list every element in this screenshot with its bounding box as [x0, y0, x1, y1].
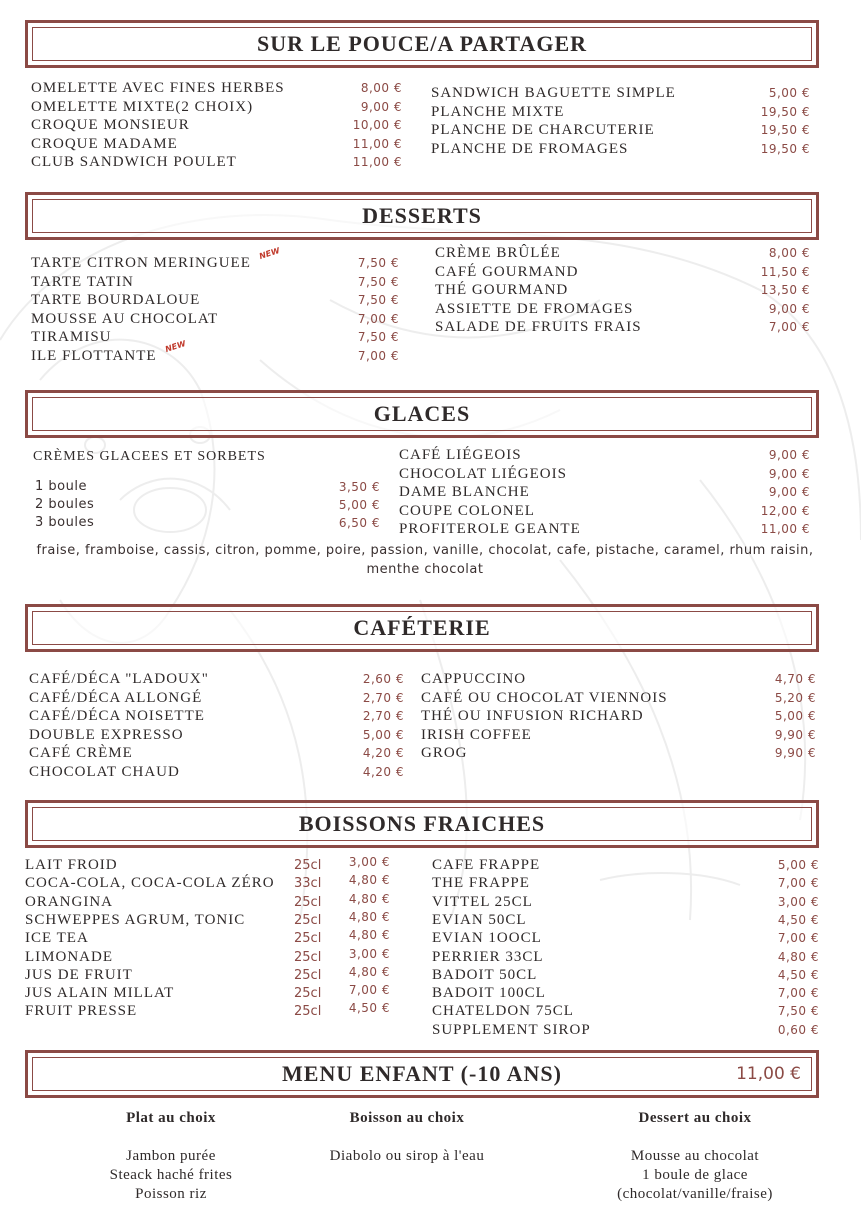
menu-item-price: 19,50 €: [760, 123, 810, 137]
menu-item-price: 7,50 €: [357, 274, 399, 289]
enfant-line: Mousse au chocolat: [630, 1148, 760, 1164]
menu-item-price: 9,90 €: [774, 727, 816, 742]
menu-item-name: CAFÉ GOURMAND: [435, 263, 579, 280]
section-title: GLACES: [373, 401, 471, 426]
menu-item-price: 2,70 €: [362, 690, 404, 705]
flavors-line: menthe chocolat: [366, 562, 484, 577]
enfant-line: (chocolat/vanille/fraise): [617, 1186, 773, 1202]
menu-item-name: SUPPLEMENT SIROP: [432, 1021, 591, 1038]
menu-item-price: 19,50 €: [760, 141, 810, 156]
menu-item-name: CROQUE MONSIEUR: [31, 117, 190, 133]
menu-item-name: ORANGINA: [25, 893, 113, 910]
menu-item-name: IRISH COFFEE: [421, 726, 532, 743]
menu-item-price: 5,00 €: [777, 858, 819, 872]
section-header-enfant: [25, 1050, 819, 1098]
menu-item-price: 11,00 €: [352, 136, 402, 151]
enfant-col-body: [565, 1147, 825, 1204]
enfant-col-heading: Dessert au choix: [638, 1110, 752, 1126]
menu-item-name: SCHWEPPES AGRUM, TONIC: [25, 911, 246, 928]
section-header-pouce: [25, 20, 819, 68]
menu-item-name: BADOIT 50CL: [432, 966, 538, 983]
enfant-line: Steack haché frites: [109, 1167, 233, 1183]
menu-item-price: 2,60 €: [362, 672, 404, 686]
menu-item-price: 5,20 €: [774, 690, 816, 705]
menu-item-price: 0,60 €: [777, 1022, 819, 1037]
menu-item-price: 7,00 €: [357, 348, 399, 363]
menu-item-price: 5,00 €: [362, 727, 404, 742]
menu-item-name: PLANCHE DE FROMAGES: [431, 140, 629, 157]
menu-item-price: 4,50 €: [777, 967, 819, 982]
menu-item-price: 13,50 €: [760, 283, 810, 297]
menu-item-name: ICE TEA: [25, 930, 89, 947]
menu-item-name: CLUB SANDWICH POULET: [31, 154, 237, 170]
menu-item-price: 5,00 €: [338, 498, 380, 512]
section-header-desserts: [25, 192, 819, 240]
menu-item-name: FRUIT PRESSE: [25, 1003, 138, 1020]
menu-item-name: EVIAN 1OOCL: [432, 930, 542, 947]
menu-item-size: 25cl: [294, 894, 322, 910]
menu-item-name: 3 boules: [35, 515, 95, 530]
menu-item-name: CROQUE MADAME: [31, 135, 178, 152]
menu-item-price: 4,20 €: [362, 746, 404, 760]
enfant-col-body: [277, 1147, 537, 1166]
menu-item-name: JUS ALAIN MILLAT: [25, 985, 175, 1002]
menu-item-price: 4,80 €: [348, 873, 390, 888]
menu-item-name: MOUSSE AU CHOCOLAT: [31, 310, 219, 327]
menu-item-name: SANDWICH BAGUETTE SIMPLE: [431, 85, 676, 101]
section-title: DESSERTS: [362, 203, 482, 228]
menu-item-name: TARTE BOURDALOUE: [31, 292, 201, 308]
menu-item-name: CHOCOLAT CHAUD: [29, 763, 180, 780]
menu-item-price: 4,50 €: [348, 1001, 390, 1016]
section-title: SUR LE POUCE/A PARTAGER: [256, 31, 588, 56]
menu-item-price: 6,50 €: [338, 516, 380, 530]
menu-item-name: TARTE TATIN: [31, 273, 134, 290]
menu-item-name: CAFÉ LIÉGEOIS: [399, 447, 522, 463]
menu-item-name: SALADE DE FRUITS FRAIS: [435, 319, 642, 335]
menu-item-price: 5,00 €: [774, 709, 816, 723]
flavors-text: [25, 541, 825, 579]
glaces-subtitle: CRÈMES GLACEES ET SORBETS: [33, 449, 266, 464]
menu-item-price: 11,50 €: [760, 264, 810, 279]
enfant-line: Poisson riz: [135, 1186, 207, 1202]
menu-item-price: 4,80 €: [348, 928, 390, 943]
menu-item-price: 9,00 €: [768, 466, 810, 481]
menu-item-price: 3,00 €: [348, 855, 390, 869]
menu-item-price: 11,00 €: [352, 155, 402, 169]
menu-item-name: CAPPUCCINO: [421, 671, 527, 687]
menu-item-price: 4,70 €: [774, 672, 816, 686]
menu-item-price: 11,00 €: [760, 522, 810, 536]
menu-item-name: JUS DE FRUIT: [25, 966, 133, 983]
menu-item-price: 3,00 €: [348, 946, 390, 961]
menu-item-name: CAFÉ/DÉCA "LADOUX": [29, 671, 209, 687]
menu-item-name: OMELETTE AVEC FINES HERBES: [31, 80, 285, 96]
menu-item-price: 7,00 €: [777, 986, 819, 1001]
menu-item-price: 9,00 €: [768, 448, 810, 462]
menu-item-size: 25cl: [294, 1004, 322, 1020]
menu-item-name: CHOCOLAT LIÉGEOIS: [399, 465, 567, 482]
menu-item-price: 7,00 €: [348, 983, 390, 998]
section-title: MENU ENFANT (-10 ANS): [282, 1061, 562, 1086]
menu-item-name: THE FRAPPE: [432, 875, 530, 892]
menu-item-size: 25cl: [294, 931, 322, 947]
menu-item-size: 25cl: [294, 912, 322, 928]
menu-item-price: 9,00 €: [768, 485, 810, 499]
menu-item-price: 4,80 €: [348, 909, 390, 924]
menu-item-size: 33cl: [294, 876, 322, 892]
section-title: CAFÉTERIE: [353, 615, 491, 640]
menu-item-price: 2,70 €: [362, 709, 404, 723]
menu-item-name: CAFE FRAPPE: [432, 857, 541, 873]
menu-item-name: LAIT FROID: [25, 857, 118, 873]
section-header-boissons: [25, 800, 819, 848]
menu-item-price: 19,50 €: [760, 104, 810, 119]
menu-item-name: PLANCHE DE CHARCUTERIE: [431, 122, 655, 138]
menu-item-price: 5,00 €: [768, 86, 810, 100]
menu-item-price: 7,50 €: [357, 330, 399, 344]
menu-item-name: LIMONADE: [25, 948, 113, 965]
menu-item-price: 4,80 €: [348, 964, 390, 979]
menu-item-name: CRÈME BRÛLÉE: [435, 245, 561, 261]
menu-item-name: DAME BLANCHE: [399, 484, 530, 500]
menu-item-name: CAFÉ OU CHOCOLAT VIENNOIS: [421, 689, 668, 706]
menu-item-price: 3,00 €: [777, 894, 819, 909]
menu-item-price: 7,50 €: [357, 256, 399, 270]
menu-item-size: 25cl: [294, 986, 322, 1002]
menu-item-price: 7,50 €: [357, 293, 399, 307]
enfant-col-heading: Plat au choix: [126, 1110, 216, 1126]
menu-item-name: 1 boule: [35, 479, 87, 494]
menu-item-price: 9,90 €: [774, 746, 816, 760]
menu-item-price: 4,50 €: [777, 912, 819, 927]
menu-item-name: VITTEL 25CL: [432, 893, 533, 910]
menu-item-price: 7,00 €: [777, 931, 819, 946]
menu-item-price: 7,00 €: [357, 311, 399, 326]
menu-item-price: 12,00 €: [760, 503, 810, 518]
menu-item-name: ILE FLOTTANTE: [31, 347, 157, 364]
menu-item-size: 25cl: [294, 967, 322, 983]
menu-item-name: PERRIER 33CL: [432, 948, 544, 965]
menu-item-size: 25cl: [294, 949, 322, 965]
menu-item-name: PLANCHE MIXTE: [431, 103, 565, 120]
menu-item-name: TARTE CITRON MERINGUEE: [31, 255, 251, 271]
menu-item-name: COUPE COLONEL: [399, 502, 535, 519]
enfant-line: Jambon purée: [126, 1148, 216, 1164]
menu-item-name: CAFÉ CRÈME: [29, 745, 133, 761]
menu-item-price: 8,00 €: [360, 81, 402, 95]
menu-item-name: DOUBLE EXPRESSO: [29, 726, 184, 743]
flavors-line: fraise, framboise, cassis, citron, pomme, poire, passion, vanille, chocolat, cafe, pistache, caramel, rhum raisin,: [36, 543, 814, 558]
new-badge: NEW: [164, 338, 187, 355]
menu-item-price: 7,00 €: [777, 876, 819, 891]
menu-item-price: 9,00 €: [360, 99, 402, 114]
menu-item-name: CHATELDON 75CL: [432, 1003, 574, 1020]
menu-item-name: 2 boules: [35, 497, 95, 512]
enfant-line: 1 boule de glace: [642, 1167, 748, 1183]
menu-item-name: PROFITEROLE GEANTE: [399, 521, 581, 537]
menu-item-name: GROG: [421, 745, 468, 761]
menu-item-price: 3,50 €: [338, 480, 380, 494]
enfant-col-body: [41, 1147, 301, 1204]
enfant-col-heading: Boisson au choix: [349, 1110, 465, 1126]
section-title: BOISSONS FRAICHES: [298, 811, 546, 836]
menu-item-name: THÉ GOURMAND: [435, 282, 569, 298]
menu-item-price: 7,50 €: [777, 1004, 819, 1019]
menu-item-price: 10,00 €: [352, 118, 402, 132]
menu-item-name: COCA-COLA, COCA-COLA ZÉRO: [25, 875, 275, 892]
menu-item-name: CAFÉ/DÉCA ALLONGÉ: [29, 689, 203, 706]
menu-item-name: CAFÉ/DÉCA NOISETTE: [29, 708, 205, 724]
menu-item-name: EVIAN 50CL: [432, 911, 527, 928]
menu-item-price: 8,00 €: [768, 246, 810, 260]
menu-item-price: 9,00 €: [768, 301, 810, 316]
menu-item-name: ASSIETTE DE FROMAGES: [435, 300, 634, 317]
menu-item-name: THÉ OU INFUSION RICHARD: [421, 708, 644, 724]
menu-enfant-price: 11,00 €: [736, 1064, 801, 1084]
menu-item-size: 25cl: [294, 858, 322, 873]
new-badge: NEW: [258, 245, 281, 262]
section-header-glaces: [25, 390, 819, 438]
menu-item-name: BADOIT 100CL: [432, 985, 546, 1002]
menu-item-price: 4,20 €: [362, 764, 404, 779]
menu-item-name: OMELETTE MIXTE(2 CHOIX): [31, 98, 254, 115]
menu-item-price: 7,00 €: [768, 320, 810, 334]
section-header-cafeterie: [25, 604, 819, 652]
enfant-line: Diabolo ou sirop à l'eau: [329, 1148, 485, 1164]
menu-item-price: 4,80 €: [348, 891, 390, 906]
menu-item-price: 4,80 €: [777, 949, 819, 964]
menu-item-name: TIRAMISU: [31, 329, 112, 345]
